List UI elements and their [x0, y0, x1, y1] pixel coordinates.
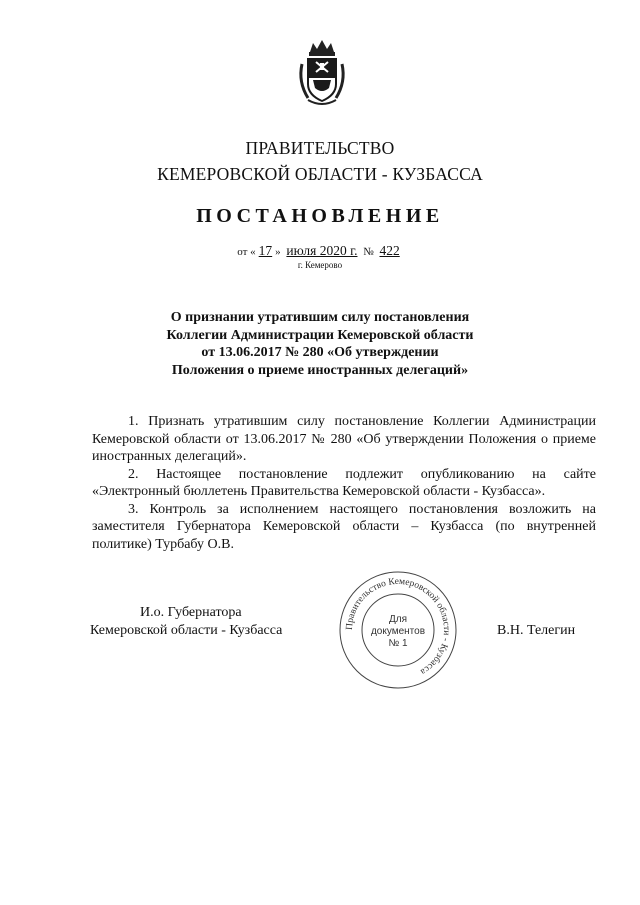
body-paragraph: 2. Настоящее постановление подлежит опубликованию на сайте «Электронный бюллетень Правительства Кемеровской области - Кузбасса». — [92, 466, 596, 499]
body-paragraph: 1. Признать утратившим силу постановление Коллегии Администрации Кемеровской области от 13.06.2017 № 280 «Об утверждении Положения о приеме иностранных делегаций». — [92, 414, 596, 464]
document-heading — [0, 309, 640, 379]
heading-line: О признании утратившим силу постановления — [170, 310, 470, 325]
position-line1: И.о. Губернатора — [140, 605, 242, 620]
stamp-ring-text: Правительство Кемеровской области - Кузбасса — [344, 576, 452, 677]
stamp-center-line1: Для — [388, 614, 408, 625]
document-body — [92, 413, 596, 553]
heading-line: Положения о приеме иностранных делегаций» — [171, 362, 469, 378]
org-name-line2: КЕМЕРОВСКОЙ ОБЛАСТИ - КУЗБАССА — [157, 164, 483, 184]
body-paragraph: 3. Контроль за исполнением настоящего постановления возложить на заместителя Губернатора Кемеровской области – Кузбасса (по внутренней политике) Турбабу О.В. — [92, 501, 596, 552]
date-number-line — [0, 243, 640, 259]
document-number: 422 — [379, 243, 400, 258]
document-type-title: ПОСТАНОВЛЕНИЕ — [196, 205, 444, 227]
date-prefix: от « — [237, 246, 256, 258]
city-label: г. Кемерово — [297, 260, 343, 270]
org-name-line1: ПРАВИТЕЛЬСТВО — [245, 138, 395, 158]
date-day: 17 — [258, 243, 273, 258]
date-mid: » — [275, 246, 281, 258]
signatory-name: В.Н. Телегин — [497, 623, 576, 638]
number-prefix: № — [363, 246, 374, 258]
position-line2: Кемеровской области - Кузбасса — [90, 623, 283, 638]
heading-line: Коллегии Администрации Кемеровской области — [166, 327, 474, 343]
coat-of-arms-icon — [296, 38, 348, 108]
date-month-year: июля 2020 г. — [286, 243, 358, 258]
heading-line: от 13.06.2017 № 280 «Об утверждении — [201, 345, 439, 360]
stamp-center-line2: документов — [370, 626, 426, 637]
stamp-center-line3: № 1 — [388, 638, 408, 649]
official-stamp — [336, 568, 460, 692]
signatory-position — [90, 604, 310, 640]
